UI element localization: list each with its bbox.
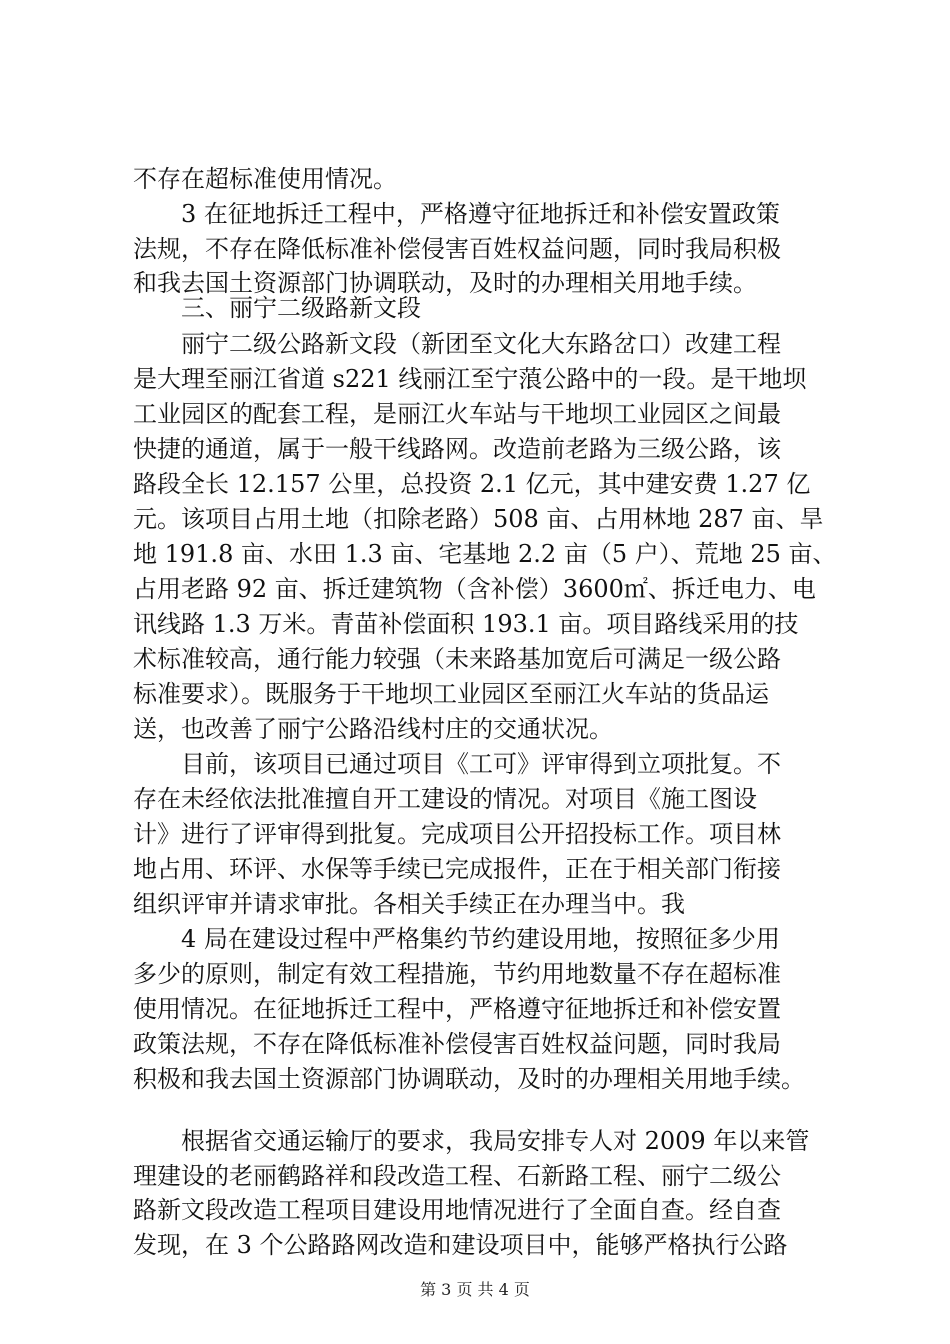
body-line: 送，也改善了丽宁公路沿线村庄的交通状况。 bbox=[133, 715, 613, 743]
body-line: 标准要求）。既服务于干地坝工业园区至丽江火车站的货品运 bbox=[133, 680, 769, 708]
body-line: 是大理至丽江省道 s221 线丽江至宁蒗公路中的一段。是干地坝 bbox=[133, 365, 807, 393]
body-line: 路段全长 12.157 公里，总投资 2.1 亿元，其中建安费 1.27 亿 bbox=[133, 470, 811, 498]
body-line: 4 局在建设过程中严格集约节约建设用地，按照征多少用 bbox=[181, 925, 780, 953]
body-line: 3 在征地拆迁工程中，严格遵守征地拆迁和补偿安置政策 bbox=[181, 200, 780, 228]
body-line: 政策法规，不存在降低标准补偿侵害百姓权益问题，同时我局 bbox=[133, 1030, 781, 1058]
body-line: 术标准较高，通行能力较强（未来路基加宽后可满足一级公路 bbox=[133, 645, 781, 673]
body-line: 存在未经依法批准擅自开工建设的情况。对项目《施工图设 bbox=[133, 785, 757, 813]
section-heading: 三、丽宁二级路新文段 bbox=[181, 294, 421, 322]
body-line: 根据省交通运输厅的要求，我局安排专人对 2009 年以来管 bbox=[181, 1127, 810, 1155]
body-line: 法规，不存在降低标准补偿侵害百姓权益问题，同时我局积极 bbox=[133, 235, 781, 263]
body-line: 快捷的通道，属于一般干线路网。改造前老路为三级公路，该 bbox=[133, 435, 781, 463]
body-line: 积极和我去国土资源部门协调联动，及时的办理相关用地手续。 bbox=[133, 1065, 805, 1093]
body-line: 和我去国土资源部门协调联动，及时的办理相关用地手续。 bbox=[133, 269, 757, 297]
body-line: 计》进行了评审得到批复。完成项目公开招投标工作。项目林 bbox=[133, 820, 781, 848]
body-line: 组织评审并请求审批。各相关手续正在办理当中。我 bbox=[133, 890, 685, 918]
body-line: 不存在超标准使用情况。 bbox=[133, 165, 397, 193]
body-line: 目前，该项目已通过项目《工可》评审得到立项批复。不 bbox=[181, 750, 781, 778]
body-line: 占用老路 92 亩、拆迁建筑物（含补偿）3600㎡、拆迁电力、电 bbox=[133, 575, 816, 603]
body-line: 工业园区的配套工程，是丽江火车站与干地坝工业园区之间最 bbox=[133, 400, 781, 428]
body-line: 使用情况。在征地拆迁工程中，严格遵守征地拆迁和补偿安置 bbox=[133, 995, 781, 1023]
body-line: 发现，在 3 个公路路网改造和建设项目中，能够严格执行公路 bbox=[133, 1231, 788, 1259]
body-line: 元。该项目占用土地（扣除老路）508 亩、占用林地 287 亩、旱 bbox=[133, 505, 824, 533]
page-footer: 第 3 页 共 4 页 bbox=[420, 1280, 530, 1299]
body-line: 丽宁二级公路新文段（新团至文化大东路岔口）改建工程 bbox=[181, 330, 781, 358]
body-line: 地占用、环评、水保等手续已完成报件，正在于相关部门衔接 bbox=[133, 855, 781, 883]
body-line: 理建设的老丽鹤路祥和段改造工程、石新路工程、丽宁二级公 bbox=[133, 1162, 781, 1190]
body-line: 地 191.8 亩、水田 1.3 亩、宅基地 2.2 亩（5 户）、荒地 25 亩、 bbox=[133, 540, 837, 568]
body-line: 讯线路 1.3 万米。青苗补偿面积 193.1 亩。项目路线采用的技 bbox=[133, 610, 799, 638]
body-line: 多少的原则，制定有效工程措施，节约用地数量不存在超标准 bbox=[133, 960, 781, 988]
body-line: 路新文段改造工程项目建设用地情况进行了全面自查。经自查 bbox=[133, 1196, 781, 1224]
